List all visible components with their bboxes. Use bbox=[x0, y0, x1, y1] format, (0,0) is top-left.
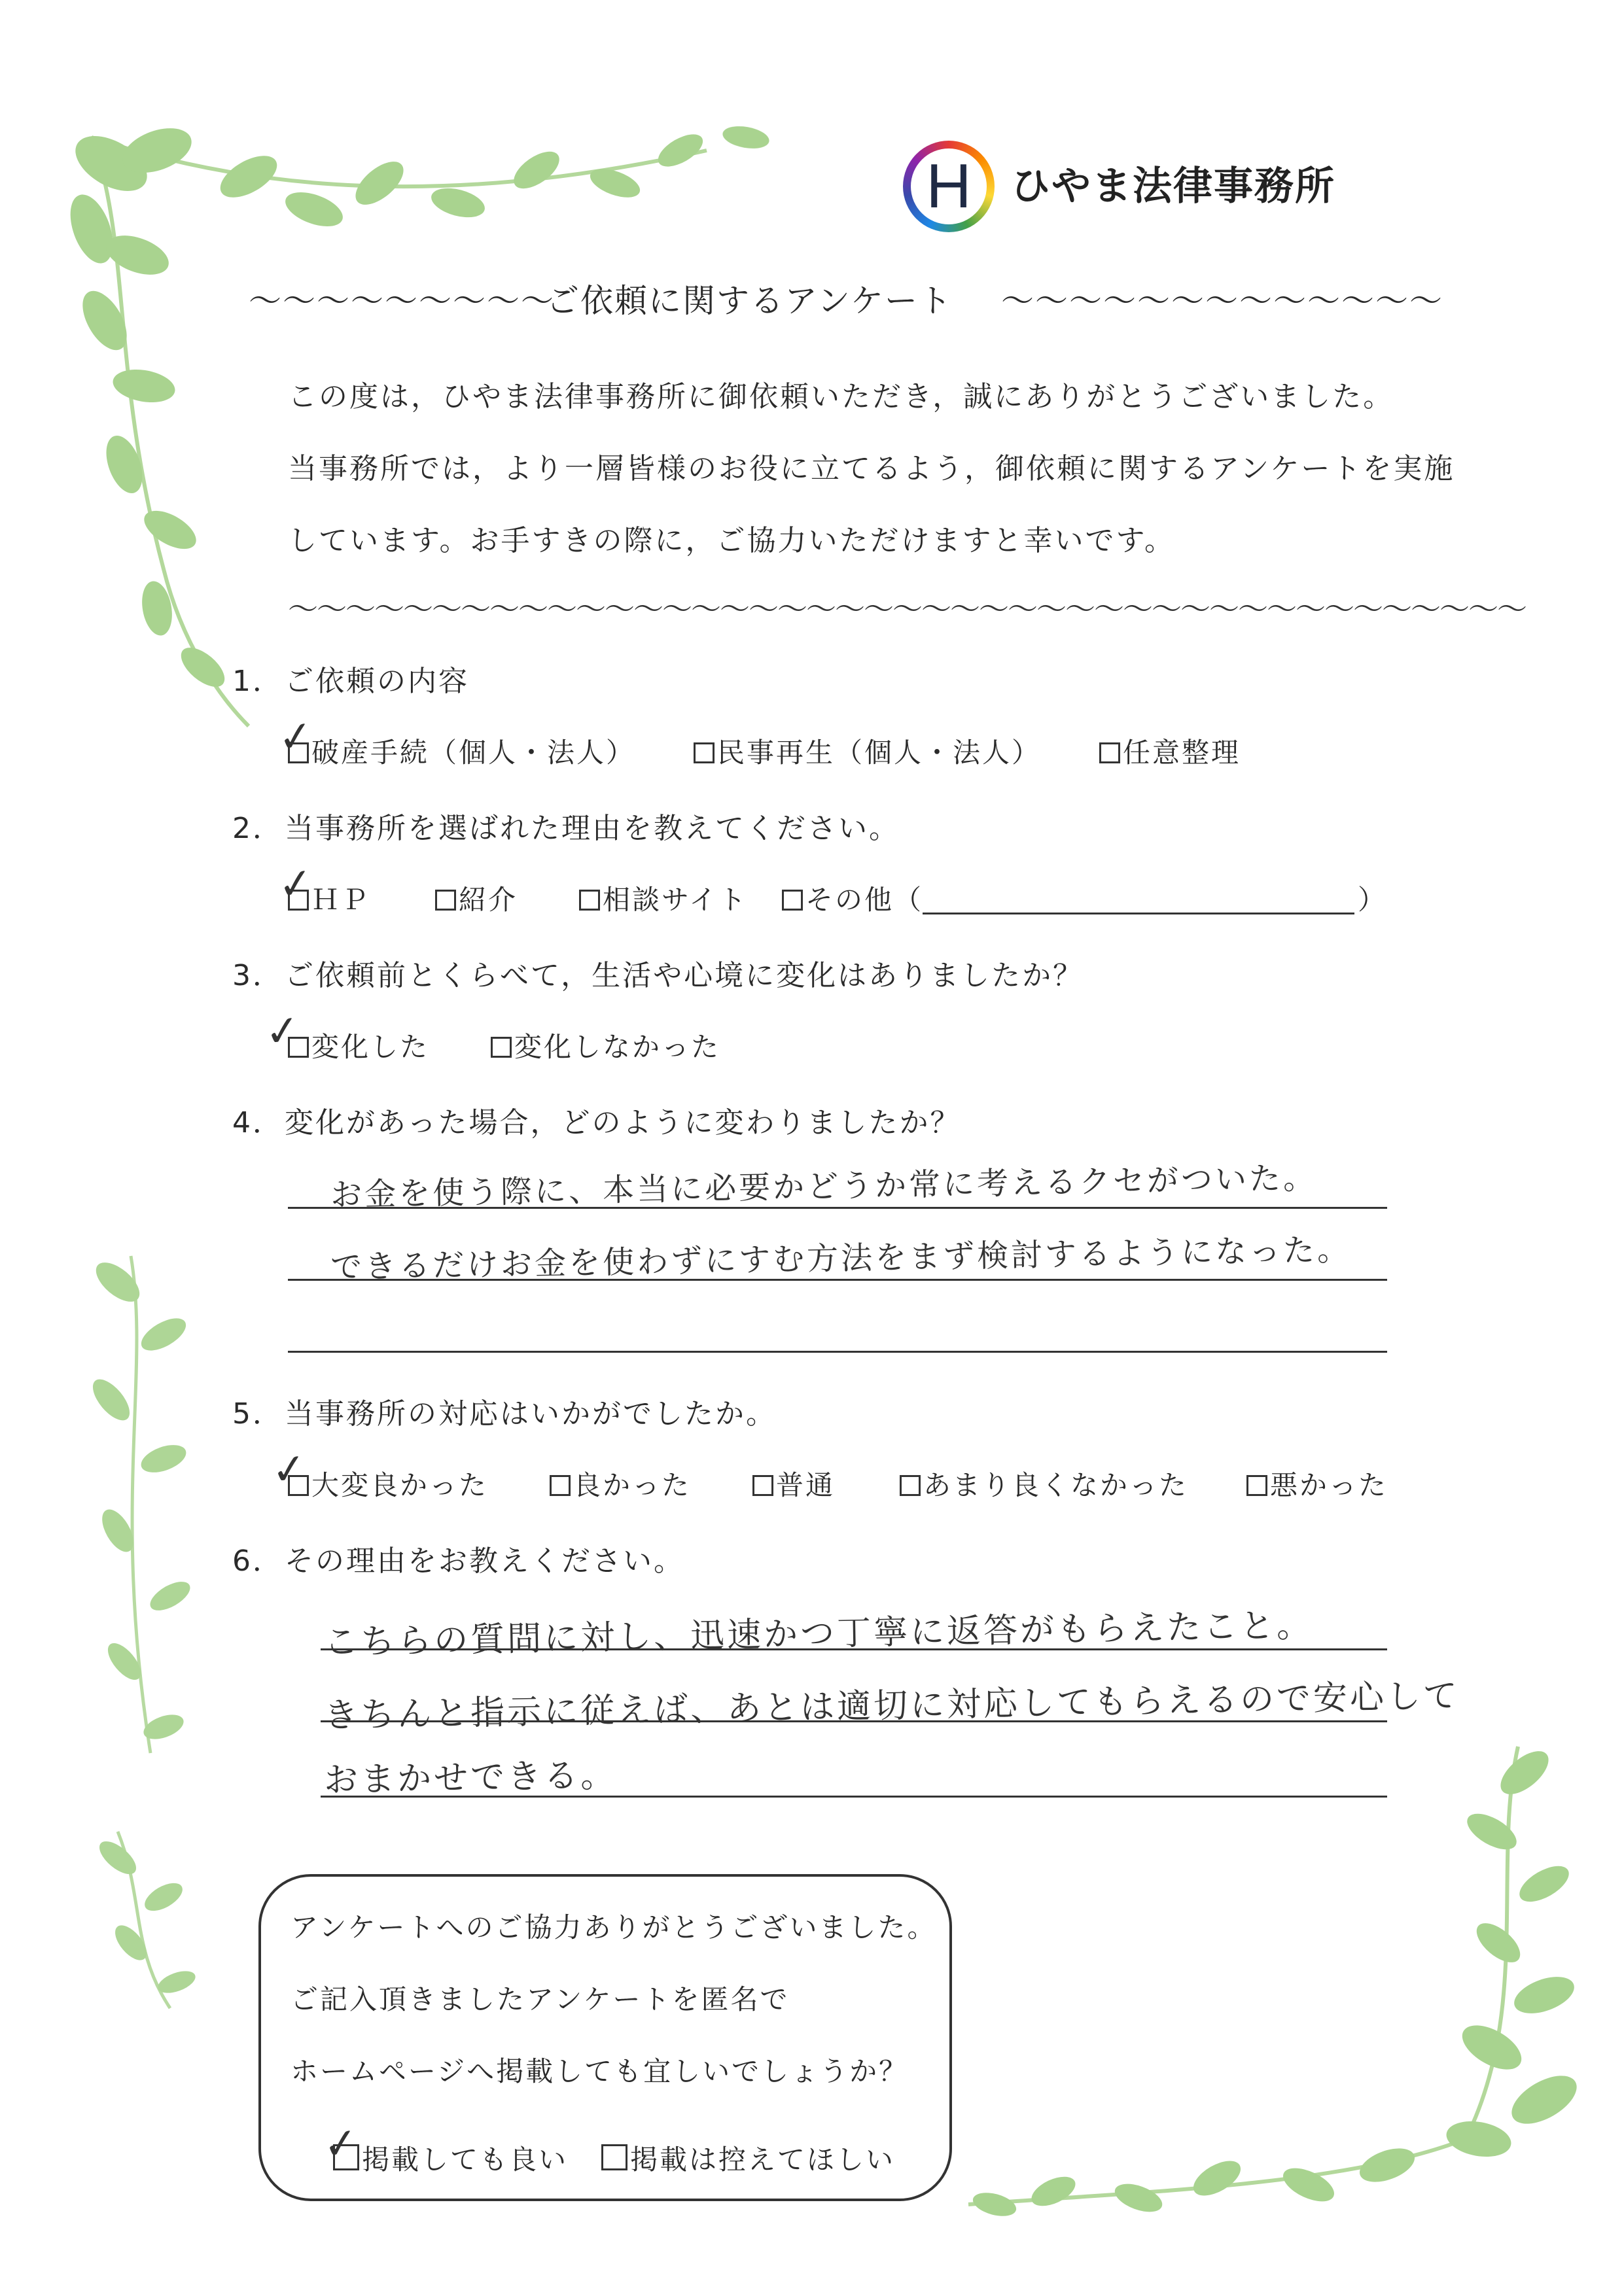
q2-other-close-paren: ） bbox=[1358, 884, 1388, 916]
vine-top-left-decoration bbox=[52, 111, 838, 739]
option-label: その他（ bbox=[805, 884, 924, 916]
closing-line-3: ホームページへ掲載しても宜しいでしょうか？ bbox=[291, 2055, 909, 2087]
q5-option-good[interactable] bbox=[550, 1464, 691, 1503]
checkbox[interactable] bbox=[900, 1475, 921, 1496]
q4-answer-rule-3[interactable] bbox=[288, 1351, 1387, 1353]
question-3 bbox=[232, 952, 1084, 994]
option-label: 任意整理 bbox=[1123, 737, 1241, 769]
question-4-label: 変化があった場合，どのように変わりましたか？ bbox=[285, 1106, 961, 1139]
question-4-number: 4． bbox=[232, 1106, 283, 1139]
intro-line-3: しています。お手すきの際に，ご協力いただけますと幸いです。 bbox=[288, 524, 1175, 557]
question-5-label: 当事務所の対応はいかがでしたか。 bbox=[285, 1397, 777, 1431]
question-2-number: 2． bbox=[232, 812, 283, 845]
question-2 bbox=[232, 805, 900, 846]
q6-answer-rule-2 bbox=[321, 1720, 1387, 1722]
q5-option-average[interactable] bbox=[752, 1464, 835, 1503]
q2-option-referral[interactable] bbox=[435, 878, 518, 918]
option-label: 相談サイト bbox=[603, 884, 749, 916]
intro-line-2: 当事務所では，より一層皆様のお役に立てるよう，御依頼に関するアンケートを実施 bbox=[288, 452, 1455, 485]
checkbox[interactable] bbox=[601, 2144, 627, 2170]
q1-option-civil-rehabilitation[interactable] bbox=[694, 731, 1041, 771]
question-1-number: 1． bbox=[232, 665, 283, 698]
option-label: 変化しなかった bbox=[514, 1031, 721, 1063]
question-6-number: 6． bbox=[232, 1544, 283, 1578]
firm-name: ひやま法律事務所 bbox=[1011, 164, 1335, 209]
logo-mark: H bbox=[911, 148, 987, 224]
check-mark-icon: ✓ bbox=[275, 711, 316, 763]
title-tilde-right: ～～～～～～～～～～～～～ bbox=[1001, 282, 1443, 320]
intro-line-1: この度は，ひやま法律事務所に御依頼いただき，誠にありがとうございました。 bbox=[288, 380, 1394, 413]
option-label: 普通 bbox=[776, 1469, 836, 1501]
option-label: 悪かった bbox=[1270, 1469, 1388, 1501]
logo-ring-icon bbox=[903, 141, 995, 232]
option-label: 破産手続（個人・法人） bbox=[311, 737, 636, 769]
intro-divider: ～～～～～～～～～～～～～～～～～～～～～～～～～～～～～～～～～～～～～～～～～～～ bbox=[288, 591, 1526, 627]
question-4 bbox=[232, 1099, 961, 1141]
q1-option-bankruptcy[interactable] bbox=[288, 731, 635, 771]
survey-header bbox=[249, 275, 1443, 334]
vine-left-bottom-decoration bbox=[79, 1818, 222, 2015]
q6-answer-line-1: こちらの質問に対し、迅速かつ丁寧に返答がもらえたこと。 bbox=[323, 1605, 1314, 1663]
checkbox[interactable] bbox=[694, 742, 715, 763]
title-tilde-left: ～～～～～～～～～ bbox=[249, 282, 555, 320]
check-mark-icon: ✓ bbox=[321, 2118, 361, 2170]
checkbox[interactable] bbox=[1246, 1475, 1267, 1496]
q1-option-voluntary-arrangement[interactable] bbox=[1099, 731, 1241, 771]
q5-option-not-good[interactable] bbox=[900, 1464, 1188, 1503]
consent-option-decline[interactable] bbox=[601, 2138, 895, 2178]
q2-option-consult-site[interactable] bbox=[579, 878, 748, 918]
q4-answer-line-2: できるだけお金を使わずにすむ方法をまず検討するようになった。 bbox=[330, 1231, 1352, 1286]
checkbox[interactable] bbox=[491, 1037, 512, 1058]
closing-line-2: ご記入頂きましたアンケートを匿名で bbox=[291, 1983, 790, 2015]
q2-other-input-line[interactable] bbox=[923, 913, 1354, 914]
option-label: 変化した bbox=[311, 1031, 430, 1063]
option-label: 民事再生（個人・法人） bbox=[717, 737, 1042, 769]
page-title: ご依頼に関するアンケート bbox=[546, 282, 953, 320]
option-label: 掲載しても良い bbox=[362, 2144, 569, 2176]
option-label: ＨＰ bbox=[311, 884, 371, 916]
checkbox[interactable] bbox=[435, 890, 456, 911]
checkbox[interactable] bbox=[579, 890, 600, 911]
option-label: 掲載は控えてほしい bbox=[630, 2144, 896, 2176]
checkbox[interactable] bbox=[1099, 742, 1120, 763]
consent-option-allow[interactable] bbox=[333, 2138, 568, 2178]
option-label: 大変良かった bbox=[311, 1469, 489, 1501]
vine-bottom-right-decoration bbox=[955, 1733, 1610, 2231]
question-1-label: ご依頼の内容 bbox=[285, 665, 469, 698]
question-3-number: 3． bbox=[232, 959, 283, 992]
q4-answer-rule-2 bbox=[288, 1279, 1387, 1281]
option-label: 良かった bbox=[573, 1469, 692, 1501]
closing-line-1: アンケートへのご協力ありがとうございました。 bbox=[291, 1911, 937, 1943]
checkbox[interactable] bbox=[752, 1475, 773, 1496]
option-label: 紹介 bbox=[459, 884, 518, 916]
q6-answer-rule-3 bbox=[321, 1796, 1387, 1798]
closing-consent-box bbox=[258, 1874, 952, 2201]
question-5-number: 5． bbox=[232, 1397, 283, 1431]
check-mark-icon: ✓ bbox=[262, 1005, 303, 1058]
question-3-label: ご依頼前とくらべて，生活や心境に変化はありましたか？ bbox=[285, 959, 1084, 992]
q4-answer-rule-1 bbox=[288, 1207, 1387, 1209]
q5-option-bad[interactable] bbox=[1246, 1464, 1388, 1503]
firm-logo bbox=[903, 141, 1624, 239]
question-6 bbox=[232, 1537, 684, 1579]
q6-answer-line-3: おまかせできる。 bbox=[323, 1756, 618, 1800]
check-mark-icon: ✓ bbox=[269, 1444, 309, 1496]
question-5 bbox=[232, 1390, 777, 1432]
question-2-label: 当事務所を選ばれた理由を教えてください。 bbox=[285, 812, 900, 845]
question-6-label: その理由をお教えください。 bbox=[285, 1544, 684, 1578]
question-1 bbox=[232, 657, 469, 699]
option-label: あまり良くなかった bbox=[923, 1469, 1189, 1501]
q6-answer-line-2: きちんと指示に従えば、あとは適切に対応してもらえるので安心して bbox=[323, 1676, 1460, 1736]
vine-left-middle-decoration bbox=[52, 1243, 222, 1766]
checkbox[interactable] bbox=[550, 1475, 571, 1496]
q6-answer-rule-1 bbox=[321, 1648, 1387, 1650]
checkbox[interactable] bbox=[782, 890, 803, 911]
q5-option-very-good[interactable] bbox=[288, 1464, 488, 1503]
q3-option-not-changed[interactable] bbox=[491, 1026, 720, 1065]
check-mark-icon: ✓ bbox=[275, 858, 316, 911]
q4-answer-line-1: お金を使う際に、本当に必要かどうか常に考えるクセがついた。 bbox=[330, 1159, 1318, 1214]
q2-option-other[interactable] bbox=[782, 878, 923, 918]
q3-option-changed[interactable] bbox=[288, 1026, 429, 1065]
